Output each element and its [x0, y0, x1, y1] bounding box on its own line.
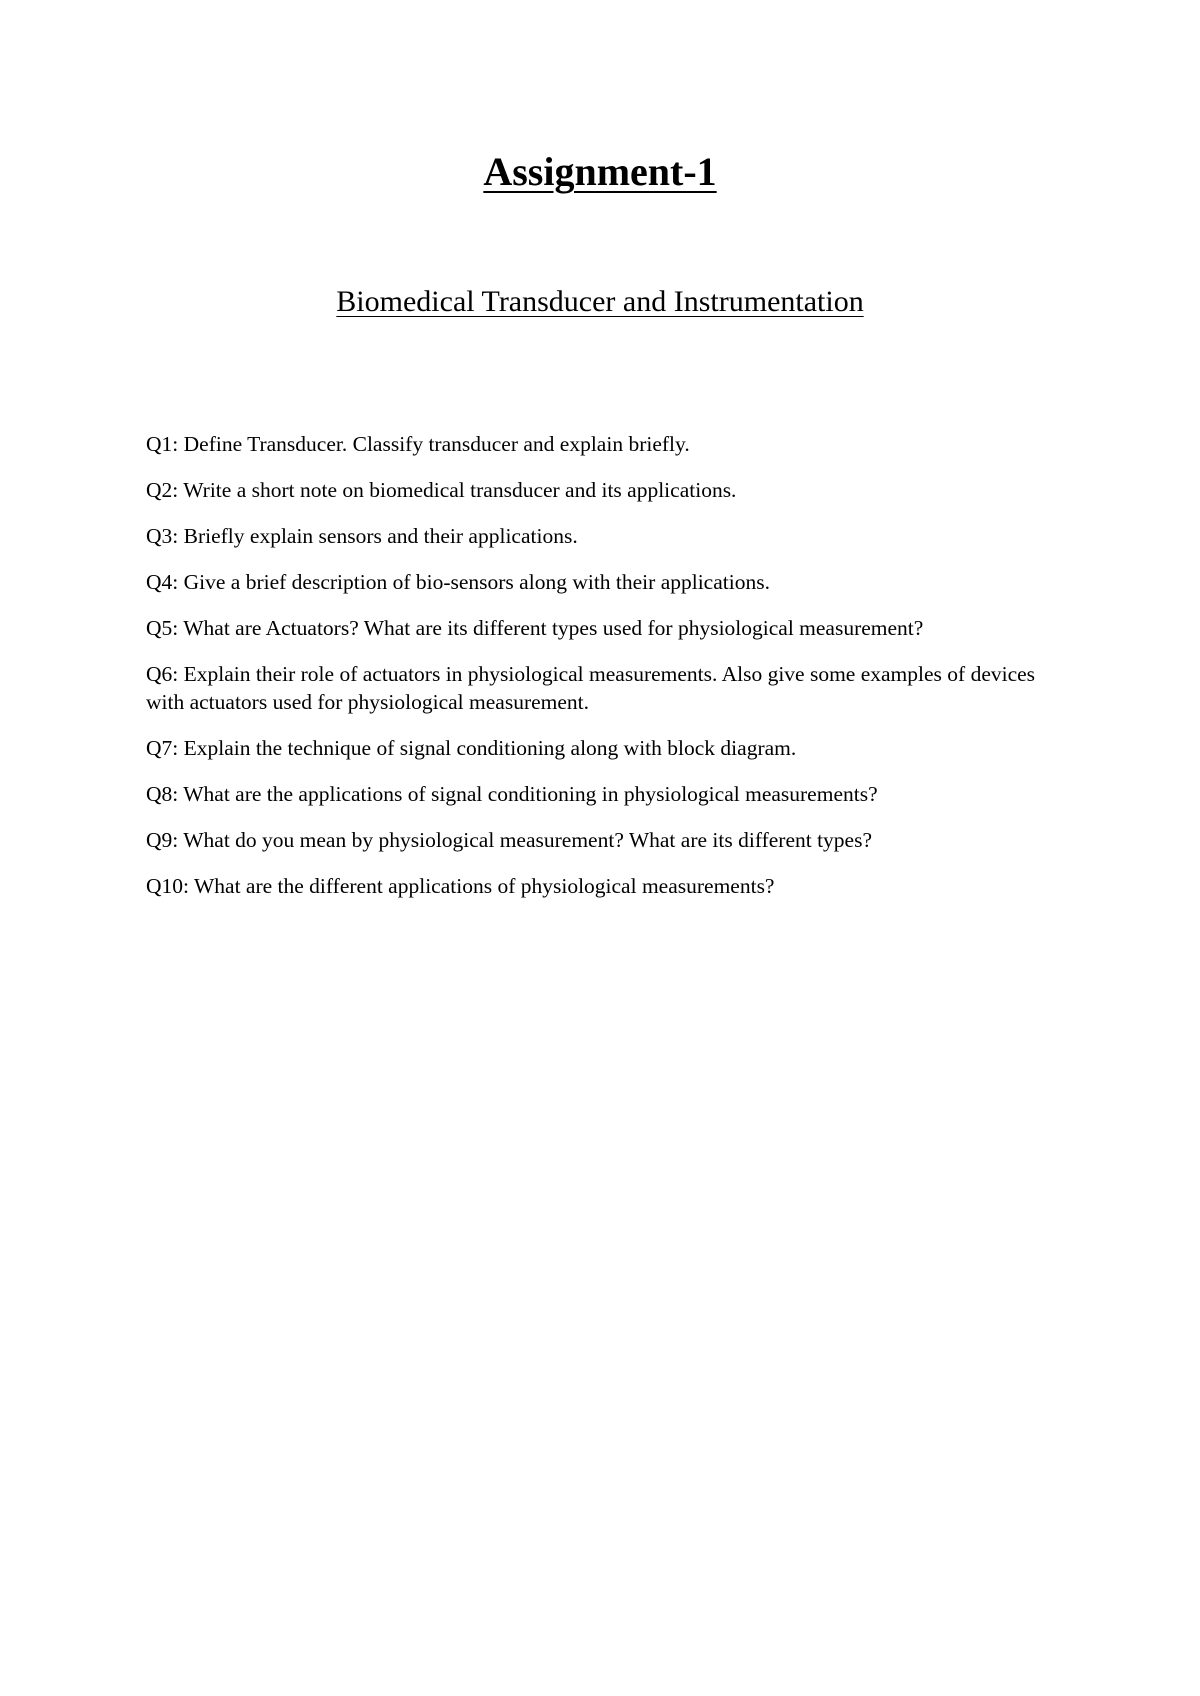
- question-item: Q8: What are the applications of signal conditioning in physiological measurements?: [146, 782, 878, 806]
- question-item: Q6: Explain their role of actuators in physiological measurements. Also give some examples of devices with actuators used for physiological measurement.: [146, 662, 1036, 714]
- question-item: Q7: Explain the technique of signal conditioning along with block diagram.: [146, 736, 797, 760]
- question-item: Q1: Define Transducer. Classify transducer and explain briefly.: [146, 432, 690, 456]
- document-subtitle: Biomedical Transducer and Instrumentation: [336, 285, 864, 318]
- question-item: Q9: What do you mean by physiological measurement? What are its different types?: [146, 828, 873, 852]
- document-title: Assignment-1: [483, 149, 717, 194]
- question-item: Q2: Write a short note on biomedical transducer and its applications.: [146, 478, 737, 502]
- question-item: Q10: What are the different applications of physiological measurements?: [146, 874, 775, 898]
- question-item: Q3: Briefly explain sensors and their applications.: [146, 524, 578, 548]
- question-item: Q5: What are Actuators? What are its different types used for physiological measurement?: [146, 616, 924, 640]
- question-item: Q4: Give a brief description of bio-sensors along with their applications.: [146, 570, 770, 594]
- question-list: [146, 430, 1066, 918]
